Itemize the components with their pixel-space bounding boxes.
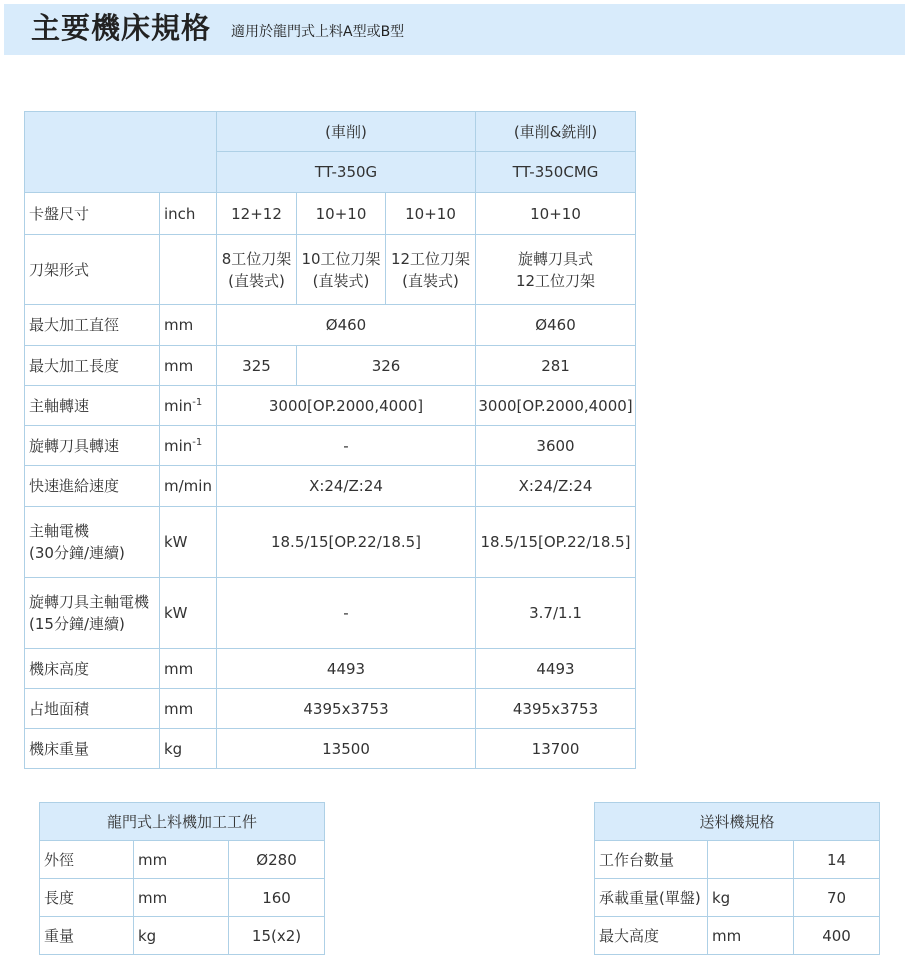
model-header-tt350cmg: TT-350CMG — [476, 152, 636, 193]
cell-value: 10+10 — [297, 193, 386, 235]
cell-value: 3000[OP.2000,4000] — [217, 386, 476, 426]
row-unit: kg — [134, 917, 229, 955]
table-row — [595, 841, 880, 879]
table-row — [25, 386, 636, 426]
row-label: 最大加工長度 — [25, 346, 160, 386]
table-row — [40, 917, 325, 955]
row-unit — [160, 426, 217, 466]
cell-value: Ø460 — [217, 305, 476, 346]
row-label: 主軸轉速 — [25, 386, 160, 426]
page-title: 主要機床規格 — [31, 11, 212, 45]
table-row — [25, 426, 636, 466]
row-unit — [708, 841, 794, 879]
line: 旋轉刀具主軸電機 — [29, 593, 150, 611]
cell-value: 13700 — [476, 729, 636, 769]
line: (30分鐘/連續) — [29, 544, 125, 562]
cell-value: 281 — [476, 346, 636, 386]
row-label: 重量 — [40, 917, 134, 955]
line: 12工位刀架 — [515, 271, 596, 290]
row-unit — [160, 386, 217, 426]
page-subtitle: 適用於龍門式上料A型或B型 — [231, 24, 405, 40]
cell-value — [476, 235, 636, 305]
line: 旋轉刀具式 — [518, 249, 594, 268]
cell-value: 15(x2) — [229, 917, 325, 955]
cell-value: 12+12 — [217, 193, 297, 235]
row-unit: kg — [708, 879, 794, 917]
table-row — [595, 879, 880, 917]
cell-value: 10+10 — [386, 193, 476, 235]
cell-value: 13500 — [217, 729, 476, 769]
feeder-table-title: 送料機規格 — [595, 803, 880, 841]
cell-value: 70 — [794, 879, 880, 917]
cell-value: 4395x3753 — [476, 689, 636, 729]
row-label: 機床高度 — [25, 649, 160, 689]
cell-value: 325 — [217, 346, 297, 386]
cell-value — [386, 235, 476, 305]
line: 8工位刀架 — [221, 249, 292, 268]
machine-spec-table — [24, 111, 636, 769]
row-label: 卡盤尺寸 — [25, 193, 160, 235]
cell-value: 4493 — [476, 649, 636, 689]
workpiece-table-title: 龍門式上料機加工工件 — [40, 803, 325, 841]
row-unit: kW — [160, 507, 217, 578]
line: 10工位刀架 — [301, 249, 381, 268]
line: 12工位刀架 — [390, 249, 471, 268]
cell-value: 3600 — [476, 426, 636, 466]
row-label: 工作台數量 — [595, 841, 708, 879]
cell-value: 14 — [794, 841, 880, 879]
row-unit: inch — [160, 193, 217, 235]
row-label — [25, 578, 160, 649]
row-label: 承載重量(單盤) — [595, 879, 708, 917]
row-unit: kg — [160, 729, 217, 769]
row-label: 外徑 — [40, 841, 134, 879]
table-row — [40, 841, 325, 879]
row-unit: mm — [160, 346, 217, 386]
table-row — [25, 689, 636, 729]
table-row — [595, 917, 880, 955]
table-row — [25, 193, 636, 235]
unit-base: min — [164, 396, 193, 415]
line: (直裝式) — [228, 271, 285, 290]
cell-value: Ø280 — [229, 841, 325, 879]
cell-value — [217, 235, 297, 305]
row-unit: mm — [134, 841, 229, 879]
cell-value: X:24/Z:24 — [217, 466, 476, 507]
cell-value: 18.5/15[OP.22/18.5] — [217, 507, 476, 578]
row-label: 快速進給速度 — [25, 466, 160, 507]
cell-value: 326 — [297, 346, 476, 386]
table-row — [25, 305, 636, 346]
row-label: 最大加工直徑 — [25, 305, 160, 346]
unit-base: min — [164, 436, 193, 455]
cell-value: - — [217, 426, 476, 466]
line: (直裝式) — [312, 271, 370, 290]
row-unit: mm — [160, 305, 217, 346]
row-label: 長度 — [40, 879, 134, 917]
cell-value: 10+10 — [476, 193, 636, 235]
line: (15分鐘/連續) — [29, 615, 125, 633]
cell-value: 400 — [794, 917, 880, 955]
row-unit: mm — [708, 917, 794, 955]
cell-value: - — [217, 578, 476, 649]
line: (直裝式) — [402, 271, 459, 290]
row-label: 旋轉刀具轉速 — [25, 426, 160, 466]
cell-value: 160 — [229, 879, 325, 917]
table-row — [25, 466, 636, 507]
row-unit: mm — [160, 649, 217, 689]
row-unit: kW — [160, 578, 217, 649]
unit-exponent: -1 — [192, 396, 203, 408]
table-row — [25, 235, 636, 305]
table-row — [25, 507, 636, 578]
table-row — [25, 729, 636, 769]
row-unit: mm — [134, 879, 229, 917]
cell-value: 4493 — [217, 649, 476, 689]
cell-value: 18.5/15[OP.22/18.5] — [476, 507, 636, 578]
line: 主軸電機 — [29, 522, 90, 540]
row-label: 占地面積 — [25, 689, 160, 729]
table-row — [40, 879, 325, 917]
table-corner — [25, 112, 217, 193]
row-unit: mm — [160, 689, 217, 729]
model-header-tt350g: TT-350G — [217, 152, 476, 193]
group-header-turning-milling: (車削&銑削) — [476, 112, 636, 152]
table-row — [25, 346, 636, 386]
row-label: 刀架形式 — [25, 235, 160, 305]
group-header-turning: (車削) — [217, 112, 476, 152]
unit-exponent: -1 — [192, 436, 203, 448]
row-label — [25, 507, 160, 578]
feeder-table — [594, 802, 880, 955]
cell-value — [297, 235, 386, 305]
row-label: 最大高度 — [595, 917, 708, 955]
cell-value: 3000[OP.2000,4000] — [476, 386, 636, 426]
row-unit — [160, 235, 217, 305]
row-label: 機床重量 — [25, 729, 160, 769]
cell-value: 3.7/1.1 — [476, 578, 636, 649]
row-unit: m/min — [160, 466, 217, 507]
cell-value: Ø460 — [476, 305, 636, 346]
cell-value: X:24/Z:24 — [476, 466, 636, 507]
table-row — [25, 578, 636, 649]
cell-value: 4395x3753 — [217, 689, 476, 729]
table-row — [25, 649, 636, 689]
workpiece-table — [39, 802, 325, 955]
